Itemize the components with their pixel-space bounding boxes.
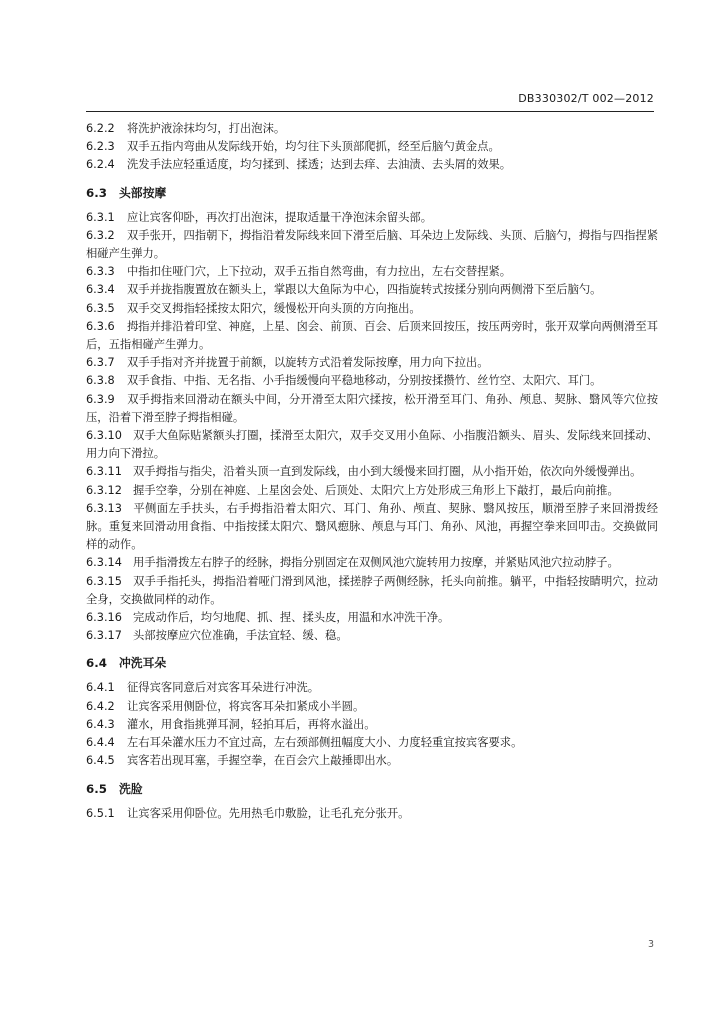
clause-paragraph — [86, 427, 658, 463]
section-number: 6.4 — [86, 656, 107, 671]
clause-text: 双手大鱼际贴紧额头打圈，揉滑至太阳穴，双手交叉用小鱼际、小指腹沿额头、眉头、发际线来回揉动、用力向下滑拉。 — [86, 429, 658, 461]
clause-number: 6.3.10 — [86, 429, 122, 443]
clause-number: 6.3.15 — [86, 574, 122, 588]
clause-paragraph — [86, 318, 658, 354]
clause-number: 6.3.8 — [86, 374, 115, 388]
section-title: 洗脸 — [119, 781, 143, 796]
clause-number: 6.4.3 — [86, 717, 115, 731]
clause-text: 双手并拢指腹置放在额头上，掌跟以大鱼际为中心，四指旋转式按揉分别向两侧滑下至后脑勺。 — [127, 283, 602, 297]
clause-text: 应让宾客仰卧，再次打出泡沫，提取适量干净泡沫余留头部。 — [127, 210, 433, 224]
clause-text: 双手拇指与指尖，沿着头顶一直到发际线，由小到大缓慢来回打圈，从小指开始，依次向外缓慢弹出。 — [133, 465, 642, 479]
clause-text: 拇指并排沿着印堂、神庭，上星、囟会、前顶、百会、后顶来回按压，按压两旁时，张开双掌向两侧滑至耳后，五指相碰产生弹力。 — [86, 319, 658, 352]
clause-text: 将洗护液涂抹均匀，打出泡沫。 — [127, 122, 286, 135]
clause-paragraph — [86, 482, 658, 500]
clause-paragraph — [86, 500, 658, 555]
clause-text: 双手食指、中指、无名指、小手指缓慢向平稳地移动，分别按揉攒竹、丝竹空、太阳穴、耳门。 — [127, 374, 602, 388]
section-number: 6.5 — [86, 781, 107, 796]
clause-text: 握手空拳，分别在神庭、上星囟会处、后顶处、太阳穴上方处形成三角形上下敲打，最后向前推。 — [133, 483, 619, 497]
clause-number: 6.3.17 — [86, 629, 122, 643]
section-number: 6.3 — [86, 185, 107, 200]
document-code-header: DB330302/T 002—2012 — [518, 92, 654, 105]
clause-text: 平侧面左手扶头，右手拇指沿着太阳穴、耳门、角孙、颅直、契脉、翳风按压，顺滑至脖子来回滑拨经脉。重复来回滑动用食指、中指按揉太阳穴、翳风瘛脉、颅息与耳门、角孙、风池，再握空拳来回叩击。交换做同样的动作。 — [86, 501, 658, 552]
clause-number: 6.3.13 — [86, 501, 122, 515]
clause-number: 6.3.16 — [86, 611, 122, 625]
clause-text: 让宾客采用仰卧位。先用热毛巾敷脸，让毛孔充分张开。 — [127, 806, 410, 820]
clause-paragraph — [86, 698, 658, 716]
clause-paragraph — [86, 300, 658, 318]
clause-text: 头部按摩应穴位准确，手法宜轻、缓、稳。 — [133, 629, 348, 643]
clause-number: 6.5.1 — [86, 806, 115, 820]
header-rule — [86, 111, 654, 112]
clause-paragraph — [86, 281, 658, 299]
clause-text: 双手手指托头，拇指沿着哑门滑到风池，揉搓脖子两侧经脉，托头向前推。躺平，中指轻按睛明穴，拉动全身，交换做同样的动作。 — [86, 574, 658, 606]
clause-paragraph — [86, 554, 658, 572]
clause-text: 洗发手法应轻重适度，均匀揉到、揉透；达到去痒、去油渍、去头屑的效果。 — [127, 158, 512, 172]
clause-number: 6.3.3 — [86, 265, 115, 279]
section-heading — [86, 184, 658, 202]
clause-number: 6.3.11 — [86, 465, 122, 479]
clause-number: 6.3.6 — [86, 319, 115, 333]
clause-text: 灌水，用食指挑弹耳洞，轻拍耳后，再将水溢出。 — [127, 717, 376, 731]
clause-paragraph — [86, 391, 658, 427]
clause-text: 左右耳朵灌水压力不宜过高，左右颈部侧扭幅度大小、力度轻重宜按宾客要求。 — [127, 736, 523, 750]
clause-number: 6.3.5 — [86, 301, 115, 315]
clause-paragraph — [86, 372, 658, 390]
clause-text: 双手张开，四指朝下，拇指沿着发际线来回下滑至后脑、耳朵边上发际线、头顶、后脑勺，拇指与四指捏紧相碰产生弹力。 — [86, 228, 658, 261]
page-number: 3 — [647, 939, 654, 950]
clause-paragraph — [86, 354, 658, 372]
section-title: 冲洗耳朵 — [119, 656, 167, 671]
clause-number: 6.2.4 — [86, 158, 115, 172]
clause-number: 6.2.3 — [86, 140, 115, 154]
clause-text: 完成动作后，均匀地爬、抓、捏、揉头皮，用温和水冲洗干净。 — [133, 611, 450, 625]
section-title: 头部按摩 — [119, 185, 167, 200]
clause-paragraph — [86, 463, 658, 481]
clause-paragraph — [86, 627, 658, 645]
clause-number: 6.2.2 — [86, 122, 115, 135]
clause-number: 6.3.14 — [86, 556, 122, 570]
clause-number: 6.3.2 — [86, 228, 115, 242]
clause-paragraph — [86, 716, 658, 734]
clause-number: 6.3.9 — [86, 392, 115, 406]
clause-paragraph — [86, 263, 658, 281]
document-body — [86, 120, 658, 823]
clause-number: 6.4.4 — [86, 736, 115, 750]
clause-text: 双手交叉拇指轻揉按太阳穴，缓慢松开向头顶的方向拖出。 — [127, 301, 421, 315]
clause-paragraph — [86, 734, 658, 752]
clause-text: 双手手指对齐并拢置于前额，以旋转方式沿着发际按摩，用力向下拉出。 — [127, 356, 489, 370]
clause-number: 6.3.1 — [86, 210, 115, 224]
clause-paragraph — [86, 209, 658, 227]
section-heading — [86, 780, 658, 798]
clause-text: 宾客若出现耳塞，手握空拳，在百会穴上敲捶即出水。 — [127, 754, 399, 768]
clause-text: 中指扣住哑门穴，上下拉动，双手五指自然弯曲，有力拉出，左右交替捏紧。 — [127, 265, 512, 279]
clause-text: 用手指滑拨左右脖子的经脉，拇指分别固定在双侧风池穴旋转用力按摩，并紧贴风池穴拉动脖子。 — [133, 556, 619, 570]
clause-paragraph — [86, 752, 658, 770]
clause-paragraph — [86, 138, 658, 156]
clause-text: 双手五指内弯曲从发际线开始，均匀往下头顶部爬抓，经至后脑勺黄金点。 — [127, 140, 500, 154]
clause-number: 6.3.4 — [86, 283, 115, 297]
section-heading — [86, 654, 658, 672]
clause-paragraph — [86, 679, 658, 697]
clause-paragraph — [86, 227, 658, 263]
clause-number: 6.4.2 — [86, 699, 115, 713]
clause-paragraph — [86, 805, 658, 823]
clause-text: 双手拇指来回滑动在额头中间，分开滑至太阳穴揉按，松开滑至耳门、角孙、颅息、契脉、翳风等穴位按压，沿着下滑至脖子拇指相碰。 — [86, 392, 658, 424]
clause-paragraph — [86, 120, 658, 138]
clause-text: 征得宾客同意后对宾客耳朵进行冲洗。 — [127, 681, 320, 695]
clause-paragraph — [86, 156, 658, 174]
clause-paragraph — [86, 573, 658, 609]
clause-number: 6.4.1 — [86, 681, 115, 695]
clause-text: 让宾客采用侧卧位，将宾客耳朵扣紧成小半圆。 — [127, 699, 365, 713]
clause-number: 6.3.12 — [86, 483, 122, 497]
clause-number: 6.3.7 — [86, 356, 115, 370]
clause-number: 6.4.5 — [86, 754, 115, 768]
clause-paragraph — [86, 609, 658, 627]
